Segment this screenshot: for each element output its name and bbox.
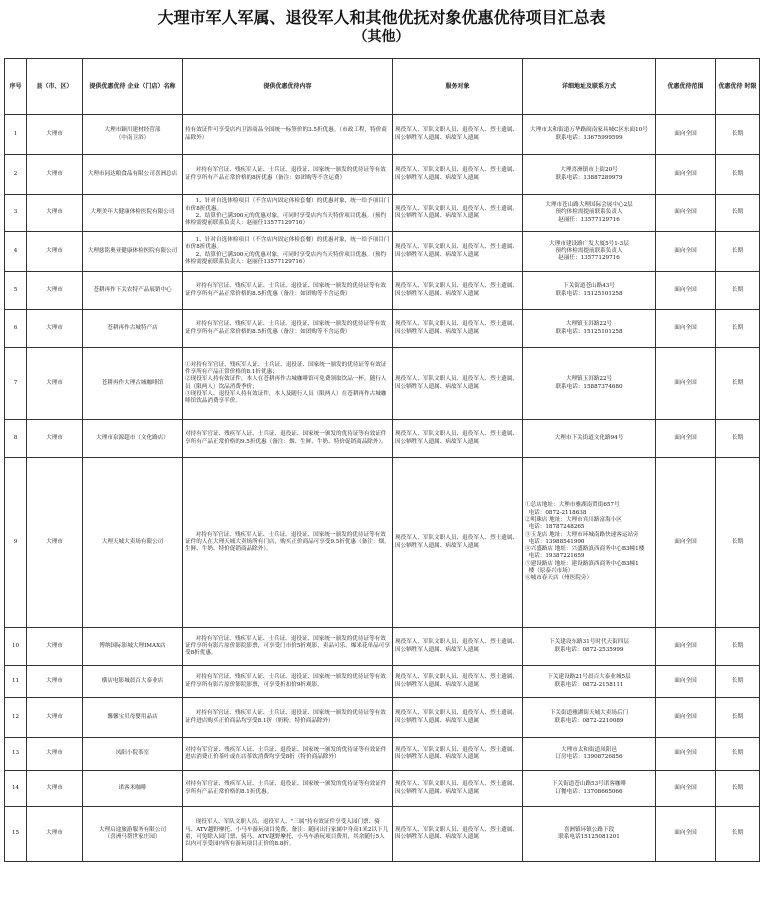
cell-scope: 面向全国 [656,420,716,458]
cell-content: 对持有军官证、残疾军人证、士兵证、退役证、国家统一颁发的优待证等有效证件进店消费正价茶叶或在店茶饮消费均享受8折（特价商品除外） [183,738,393,771]
table-row [5,310,760,348]
table-row [5,771,760,807]
header-address: 详细地址及联系方式 [523,59,656,115]
cell-no: 6 [5,310,27,348]
cell-address: 大理喜洲镇市上街20号 联系电话：13887289979 [523,155,656,195]
cell-scope: 面向全国 [656,628,716,666]
cell-county: 大理市 [27,232,83,272]
cell-period: 长期 [716,738,760,771]
header-no: 序号 [5,59,27,115]
cell-target: 现役军人、军队文职人员、退役军人、烈士遗属、因公牺牲军人遗属、病故军人遗属 [393,232,523,272]
cell-address: ①总店地址：大理市雅湖南贸街657号 电话：0872-2118638 ②明珠店 地址：大理市宾川路富海小区 电话：18787248265 ③玉龙店 地址：大理市环城南路快速客运站旁 电话：13988541990 ④兴盛路店 地址：兴盛路滇西商务中心B3幢1楼 电话：19387221659 ⑤建设路店 地址：建设路滇西商务中心B3幢1 楼（原泰兴市场） ⑥城市春天店（州医院旁） [523,458,656,628]
cell-target: 现役军人、军队文职人员、退役军人、烈士遗属、因公牺牲军人遗属、病故军人遗属 [393,420,523,458]
header-content: 提供优惠优待内容 [183,59,393,115]
cell-period: 长期 [716,232,760,272]
cell-period: 长期 [716,807,760,862]
cell-period: 长期 [716,458,760,628]
cell-period: 长期 [716,272,760,310]
cell-scope: 面向全国 [656,458,716,628]
cell-scope: 面向全国 [656,115,716,155]
cell-provider: 苍耕再作古城特产店 [83,310,183,348]
cell-content: 对持有军官证、残疾军人证、士兵证、退役证、国家统一颁发的优待证等有效证件享所有产品正常价格的8.5折优惠（备注：如团购等不含运费） [183,310,393,348]
cell-county: 大理市 [27,738,83,771]
cell-no: 10 [5,628,27,666]
cell-target: 现役军人、军队文职人员、退役军人、烈士遗属、因公牺牲军人遗属、病故军人遗属 [393,310,523,348]
cell-target: 现役军人、军队文职人员、退役军人、烈士遗属、因公牺牲军人遗属、病故军人遗属 [393,738,523,771]
cell-target: 现役军人、军队文职人员、退役军人、烈士遗属、因公牺牲军人遗属、病故军人遗属 [393,698,523,738]
table-body [5,115,760,862]
cell-no: 8 [5,420,27,458]
cell-period: 长期 [716,698,760,738]
table-row [5,232,760,272]
cell-target: 现役军人、军队文职人员、退役军人、烈士遗属、因公牺牲军人遗属、病故军人遗属 [393,628,523,666]
cell-provider: 大理天城大卖场有限公司 [83,458,183,628]
cell-address: 大理镇玉洱路22号 联系电话：15125101258 [523,310,656,348]
cell-period: 长期 [716,420,760,458]
cell-provider: 凤阳小院茶室 [83,738,183,771]
table-row [5,458,760,628]
cell-address: 大理市苍山路大理国际会展中心2层 预约体检需提前联系负责人 赵丽任：13577129716 [523,195,656,232]
table-row [5,666,760,698]
cell-address: 下关建设东路31号时代天街四层 联系电话：0872-2535999 [523,628,656,666]
cell-content: 对持有军官证、残疾军人证、士兵证、退役证、国家统一颁发的优待证等有效证件享所有产品正常价格的8折优惠（备注：如团购等不含运费） [183,155,393,195]
table-row [5,738,760,771]
cell-content: 1、针对自选体检项目（不含店内固定体检套餐）的优惠对象，统一给予项目门市价8折优惠。 2、结算价已满300元的优惠对象，可同时享受店内当天特价项目优惠。（预约体检需提前联系负责人：赵丽任13577129716） [183,195,393,232]
cell-address: 下关街道雅湖街天城大卖场后门 联系电话：0872-2210089 [523,698,656,738]
table-row [5,420,760,458]
document-subtitle: （其他） [353,29,410,45]
cell-content: 对持有军官证、残疾军人证、士兵证、退役证、国家统一颁发的优待证等有效证件的人在大理天城大卖场所有门店，购买正价商品可享受9.5折优惠（备注：烟，生鲜、牛奶、特价促销商品除外）。 [183,458,393,628]
cell-provider: 大理市同达粮食品有限公司喜洲总店 [83,155,183,195]
cell-provider: 苍耕再作下关农特产品展销中心 [83,272,183,310]
cell-provider: 馨馨宝贝母婴用品店 [83,698,183,738]
cell-provider: 大理市泉源超市（文化路店） [83,420,183,458]
cell-address: 大理镇玉洱路22号 联系电话：15887374680 [523,348,656,420]
cell-no: 14 [5,771,27,807]
cell-scope: 面向全国 [656,310,716,348]
cell-no: 15 [5,807,27,862]
cell-content: 对持有军官证、残疾军人证、士兵证、退役证、国家统一颁发的优待证等有效证件享所有产品正常价格的8.1折优惠。 [183,771,393,807]
cell-no: 11 [5,666,27,698]
cell-address: 大理市建设路广发大厦5号1-3层 预约体检需提前联系负责人 赵丽任：13577129716 [523,232,656,272]
table-header-row [5,59,760,115]
cell-target: 现役军人、军队文职人员、退役军人、烈士遗属、因公牺牲军人遗属、病故军人遗属 [393,155,523,195]
cell-county: 大理市 [27,272,83,310]
cell-provider: 大理慈铭奥亚健康体检医院有限公司 [83,232,183,272]
cell-period: 长期 [716,195,760,232]
cell-scope: 面向全国 [656,738,716,771]
cell-scope: 面向全国 [656,272,716,310]
cell-target: 现役军人、军队文职人员、退役军人、烈士遗属、因公牺牲军人遗属、病故军人遗属 [393,458,523,628]
table-row [5,272,760,310]
cell-target: 现役军人、军队文职人员、退役军人、烈士遗属、因公牺牲军人遗属、病故军人遗属 [393,666,523,698]
table-row [5,698,760,738]
cell-period: 长期 [716,348,760,420]
cell-target: 现役军人、军队文职人员、退役军人、烈士遗属、因公牺牲军人遗属、病故军人遗属 [393,348,523,420]
cell-content: 对持有军官证、残疾军人证、士兵证、退役证、国家统一颁发的优待证等有效证件进店购买正价商品均享受8.1折（奶粉，特价商品除外） [183,698,393,738]
header-county: 县（市、区） [27,59,83,115]
cell-scope: 面向全国 [656,155,716,195]
cell-content: 对持有军官证、残疾军人证、士兵证、退役证、国家统一颁发的优待证等有效证件享所有影片原价影院影票，可享受门市价5折观影，卖品可乐、爆米花单品可享受8折优惠。 [183,628,393,666]
cell-address: 下关街道苍山路53号诺客咖啡 订餐电话：13708665066 [523,771,656,807]
cell-no: 13 [5,738,27,771]
cell-county: 大理市 [27,195,83,232]
cell-county: 大理市 [27,348,83,420]
cell-county: 大理市 [27,771,83,807]
cell-target: 现役军人、军队文职人员、退役军人、烈士遗属、因公牺牲军人遗属、病故军人遗属 [393,272,523,310]
cell-address: 大理市太和街道万华路闽南家具城C区东面10号 联系电话：13675999599 [523,115,656,155]
cell-address: 下关街道苍山路43号 联系电话：15125101258 [523,272,656,310]
cell-address: 大理市下关街道文化路94号 [523,420,656,458]
table-row [5,628,760,666]
cell-county: 大理市 [27,115,83,155]
cell-period: 长期 [716,310,760,348]
cell-content: ①对持有军官证、残疾军人证、士兵证、退役证、国家统一颁发的优待证等有效证件享所有产品正常价格的8.1折优惠； ②现役军人持有效证件，本人在苍耕再作古城咖啡馆可免费领取饮品一杯，随行人员（限两人）饮品消费季价； ③现役军人、退役军人持有效证件，本人及随行人员（限两人）在苍耕再作古城咖啡馆饮品消费享半价。 [183,348,393,420]
cell-scope: 面向全国 [656,232,716,272]
cell-period: 长期 [716,115,760,155]
cell-county: 大理市 [27,458,83,628]
cell-no: 12 [5,698,27,738]
cell-content: 对持有军官证、残疾军人证、士兵证、退役证、国家统一颁发的优待证等有效证件享所有影片原价影院影票，可享受折扣价9折观影。 [183,666,393,698]
header-provider: 提供优惠优待 企业（门店）名称 [83,59,183,115]
cell-no: 4 [5,232,27,272]
cell-address: 下关建设路21号晨百大泰业城5层 联系电话：0872-2158111 [523,666,656,698]
cell-address: 喜洲镇环镇公路下段 联系电话15125081201 [523,807,656,862]
cell-scope: 面向全国 [656,698,716,738]
cell-no: 5 [5,272,27,310]
cell-provider: 大理美年大健康体检医院有限公司 [83,195,183,232]
cell-target: 现役军人、军队文职人员、退役军人、烈士遗属、因公牺牲军人遗属、病故军人遗属 [393,771,523,807]
cell-content: 持有效证件可享受店内卫浴商品全国统一标签价的3.5折优惠。（市政工程，特价商品除外） [183,115,393,155]
header-period: 优惠优待 时限 [716,59,760,115]
cell-scope: 面向全国 [656,666,716,698]
cell-scope: 面向全国 [656,771,716,807]
cell-content: 现役军人、军队文职人员、退役军人、"三属"持有效证件享受入园门票、骑马、ATV越野摩托、小马车游玩项目免费。备注：随同出行家属中身高1米2以下儿童，可免除入园门票、骑马、ATV越野摩托、小马车游玩项目费用，其余随行5人以内可享受园内所有游玩项目正价的8.8折。 [183,807,393,862]
cell-target: 现役军人、军队文职人员、退役军人、烈士遗属、因公牺牲军人遗属、病故军人遗属 [393,807,523,862]
cell-target: 现役军人、军队文职人员、退役军人、烈士遗属、因公牺牲军人遗属、病故军人遗属 [393,195,523,232]
cell-content: 1、针对自选体检项目（不含店内固定体检套餐）的优惠对象，统一给予项目门市价8折优惠。 2、结算价已满300元的优惠对象，可同时享受店内当天特价项目优惠。（预约体检需提前联系负责人：赵丽任13577129716） [183,232,393,272]
header-scope: 优惠优待范围 [656,59,716,115]
cell-address: 大理市太和街道凤阳邑 订房电话：13908726856 [523,738,656,771]
cell-county: 大理市 [27,698,83,738]
cell-county: 大理市 [27,310,83,348]
cell-content: 对持有军官证、残疾军人证、士兵证、退役证、国家统一颁发的优待证等有效证件享所有产品正常价格的8.5折优惠（备注：如团购等不含运费） [183,272,393,310]
cell-provider: 大理启途旅游服务有限公司 （喜洲马帮世家庄园） [83,807,183,862]
cell-period: 长期 [716,771,760,807]
cell-no: 2 [5,155,27,195]
document-title: 大理市军人军属、退役军人和其他优抚对象优惠优待项目汇总表 [157,8,606,27]
cell-content: 对持有军官证、残疾军人证、士兵证、退役证、国家统一颁发的优待证等有效证件享所有产品正常价格的9.5折优惠（备注：烟、生鲜、牛奶、特价促销商品除外）。 [183,420,393,458]
cell-no: 3 [5,195,27,232]
cell-scope: 面向全国 [656,807,716,862]
cell-scope: 面向全国 [656,195,716,232]
cell-provider: 横店电影城晨百大泰业店 [83,666,183,698]
table-row [5,348,760,420]
cell-target: 现役军人、军队文职人员、退役军人、烈士遗属、因公牺牲军人遗属、病故军人遗属 [393,115,523,155]
table-row [5,115,760,155]
cell-county: 大理市 [27,628,83,666]
cell-period: 长期 [716,666,760,698]
cell-provider: 苍耕再作大理古城咖啡馆 [83,348,183,420]
cell-provider: 博纳国际影城大理IMAX店 [83,628,183,666]
table-row [5,155,760,195]
cell-period: 长期 [716,155,760,195]
cell-period: 长期 [716,628,760,666]
cell-provider: 大理市颖川建材经营部 （中南卫浴） [83,115,183,155]
cell-provider: 诺客米咖啡 [83,771,183,807]
cell-no: 9 [5,458,27,628]
cell-county: 大理市 [27,807,83,862]
cell-no: 7 [5,348,27,420]
cell-county: 大理市 [27,155,83,195]
cell-scope: 面向全国 [656,348,716,420]
header-target: 服务对象 [393,59,523,115]
cell-county: 大理市 [27,666,83,698]
table-row [5,807,760,862]
preferential-items-table [4,58,760,862]
cell-no: 1 [5,115,27,155]
table-row [5,195,760,232]
cell-county: 大理市 [27,420,83,458]
